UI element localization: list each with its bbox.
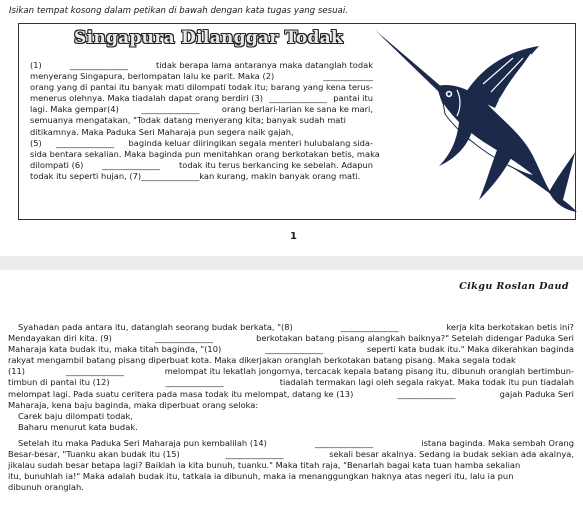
answer-blank[interactable]: ______________ [56,137,115,148]
text-segment: (11) [8,366,26,377]
text-segment: melompat lagi. Pada suatu ceritera pada masa todak itu melompat, datang ke (13) [8,388,354,399]
text-line [30,115,373,126]
text-line [30,82,373,93]
text-segment: tiadalah termakan lagi oleh segala rakyat. Maka todak itu pun tiadalah [279,377,574,388]
text-segment: itu, bunuhlah ia!" Maka adalah budak itu, tatkala ia dibunuh, maka ia menanggungkan haknya atas negeri itu, lalu ia pun [8,471,514,482]
text-segment: semuanya mengatakan, "Todak datang menyerang kita; banyak sudah mati [30,115,346,126]
text-segment: ditikamnya. Maka Paduka Seri Maharaja pun segera naik gajah, [30,126,294,137]
text-segment: Syahadan pada antara itu, datanglah seorang budak berkata, "(8) [18,322,293,332]
text-line [30,160,373,171]
instruction-text: Isikan tempat kosong dalam petikan di bawah dengan kata tugas yang sesuai. [9,6,348,16]
answer-blank[interactable]: ______________ [141,104,200,115]
text-segment: seperti kata budak itu." Maka dikerahkan baginda [366,344,574,355]
answer-blank[interactable]: ______________ [269,93,328,104]
text-segment: sekali besar akalnya. Sedang ia budak sekian ada akalnya, [329,449,574,460]
text-segment: orang berlari-larian ke sana ke mari, [221,104,373,115]
swordfish-illustration [373,24,577,212]
text-segment: tidak berapa lama antaranya maka datanglah todak [156,60,373,70]
text-line [8,400,574,411]
text-segment: dibunuh oranglah. [8,482,84,493]
text-line [30,171,373,182]
text-segment: pantai itu [333,93,373,104]
answer-blank[interactable]: ______________ [102,159,161,170]
page-separator [0,256,583,270]
text-segment: timbun di pantai itu (12) [8,377,110,388]
text-line [8,389,574,400]
text-line [8,482,574,493]
text-line [30,138,373,149]
poem-line: Carek baju dilompati todak, [18,410,133,421]
answer-blank[interactable]: ______________ [397,388,456,399]
text-segment: berkotakan batang pisang alangkah baiknya?" Setelah didengar Paduka Seri [256,333,574,344]
answer-blank[interactable]: ______________ [141,170,200,181]
text-segment: Maharaja, kena baju baginda, maka diperbuat orang seloka: [8,399,259,410]
text-line [30,71,373,82]
passage-paragraph-1 [30,60,380,182]
text-segment: baginda keluar diiringikan segala menteri hulubalang sida- [128,137,373,148]
text-line [30,93,373,104]
text-segment: rakyat mengambil batang pisang diperbuat kota. Maka dikerjakan oranglah berkotakan batang pisang. Maka segala todak [8,355,516,366]
answer-blank[interactable]: ____________ [323,71,373,82]
text-segment: Setelah itu maka Paduka Seri Maharaja pun kembalilah (14) [18,437,267,448]
answer-blank[interactable]: ______________ [154,333,214,344]
text-segment: gajah Paduka Seri [499,388,574,399]
text-segment: sida bentara sekalian. Maka baginda pun menitahkan orang berkotakan betis, maka [30,148,380,159]
text-segment: jikalau sudah besar betapa lagi? Baiklah ia kita bunuh, tuanku." Maka titah raja, "Benarlah bagai kata tuan hamba sekalian [8,460,521,471]
text-line [8,355,574,366]
text-segment: istana baginda. Maka sembah Orang [421,437,574,448]
text-segment: menyerang Singapura, berlompatan lalu ke parit. Maka (2) [30,71,275,82]
page-number: 1 [290,231,297,242]
answer-blank[interactable]: ______________ [165,377,224,388]
text-line [8,460,574,471]
text-line [8,471,574,482]
text-segment: Mendayakan diri kita. (9) [8,333,112,344]
passage-continuation [8,322,574,493]
worksheet-page-2 [0,270,583,531]
text-segment: menerus olehnya. Maka tiadalah dapat orang berdiri (3) [30,93,263,104]
passage-title: Singapura Dilanggar Todak [74,28,344,48]
text-segment: kerja kita berkotakan betis ini? [446,322,574,332]
text-line [8,438,574,449]
answer-blank[interactable]: ______________ [265,344,324,355]
text-line [8,366,574,377]
text-segment: Maharaja kata budak itu, maka titah baginda, "(10) [8,344,222,355]
text-line [30,60,373,71]
text-segment: todak itu terus berkancing ke sebelah. Adapun [178,159,373,170]
text-segment: kan kurang, makin banyak orang mati. [199,170,361,181]
text-line [30,104,373,115]
teacher-name-header: Cikgu Roslan Daud [459,281,569,292]
text-line [8,449,574,460]
answer-blank[interactable]: ______________ [69,60,128,70]
text-line [8,344,574,355]
poem-line: Baharu menurut kata budak. [18,421,138,432]
answer-blank[interactable]: ______________ [225,449,284,460]
answer-blank[interactable]: ______________ [315,437,374,448]
text-segment: dilompati (6) [30,159,84,170]
text-line [30,127,373,138]
text-line [8,322,574,333]
text-line [30,148,380,160]
text-line [8,333,574,344]
text-segment: lagi. Maka gempar(4) [30,104,119,115]
answer-blank[interactable]: ______________ [65,366,124,377]
text-segment: melompat itu lekatlah jongornya, tercacak kepala batang pisang itu, dibunuh oranglah bertimbun- [164,366,574,377]
text-segment: (5) [30,137,42,148]
text-segment: Besar-besar, "Tuanku akan budak itu (15) [8,449,180,460]
text-line [8,377,574,388]
text-segment: orang yang di pantai itu banyak mati dilompati todak itu; barang yang kena terus- [30,82,373,93]
worksheet-page-1 [0,0,583,256]
text-segment: todak itu seperti hujan, (7) [30,170,142,181]
answer-blank[interactable]: ______________ [340,322,399,332]
text-segment: (1) [30,60,42,70]
